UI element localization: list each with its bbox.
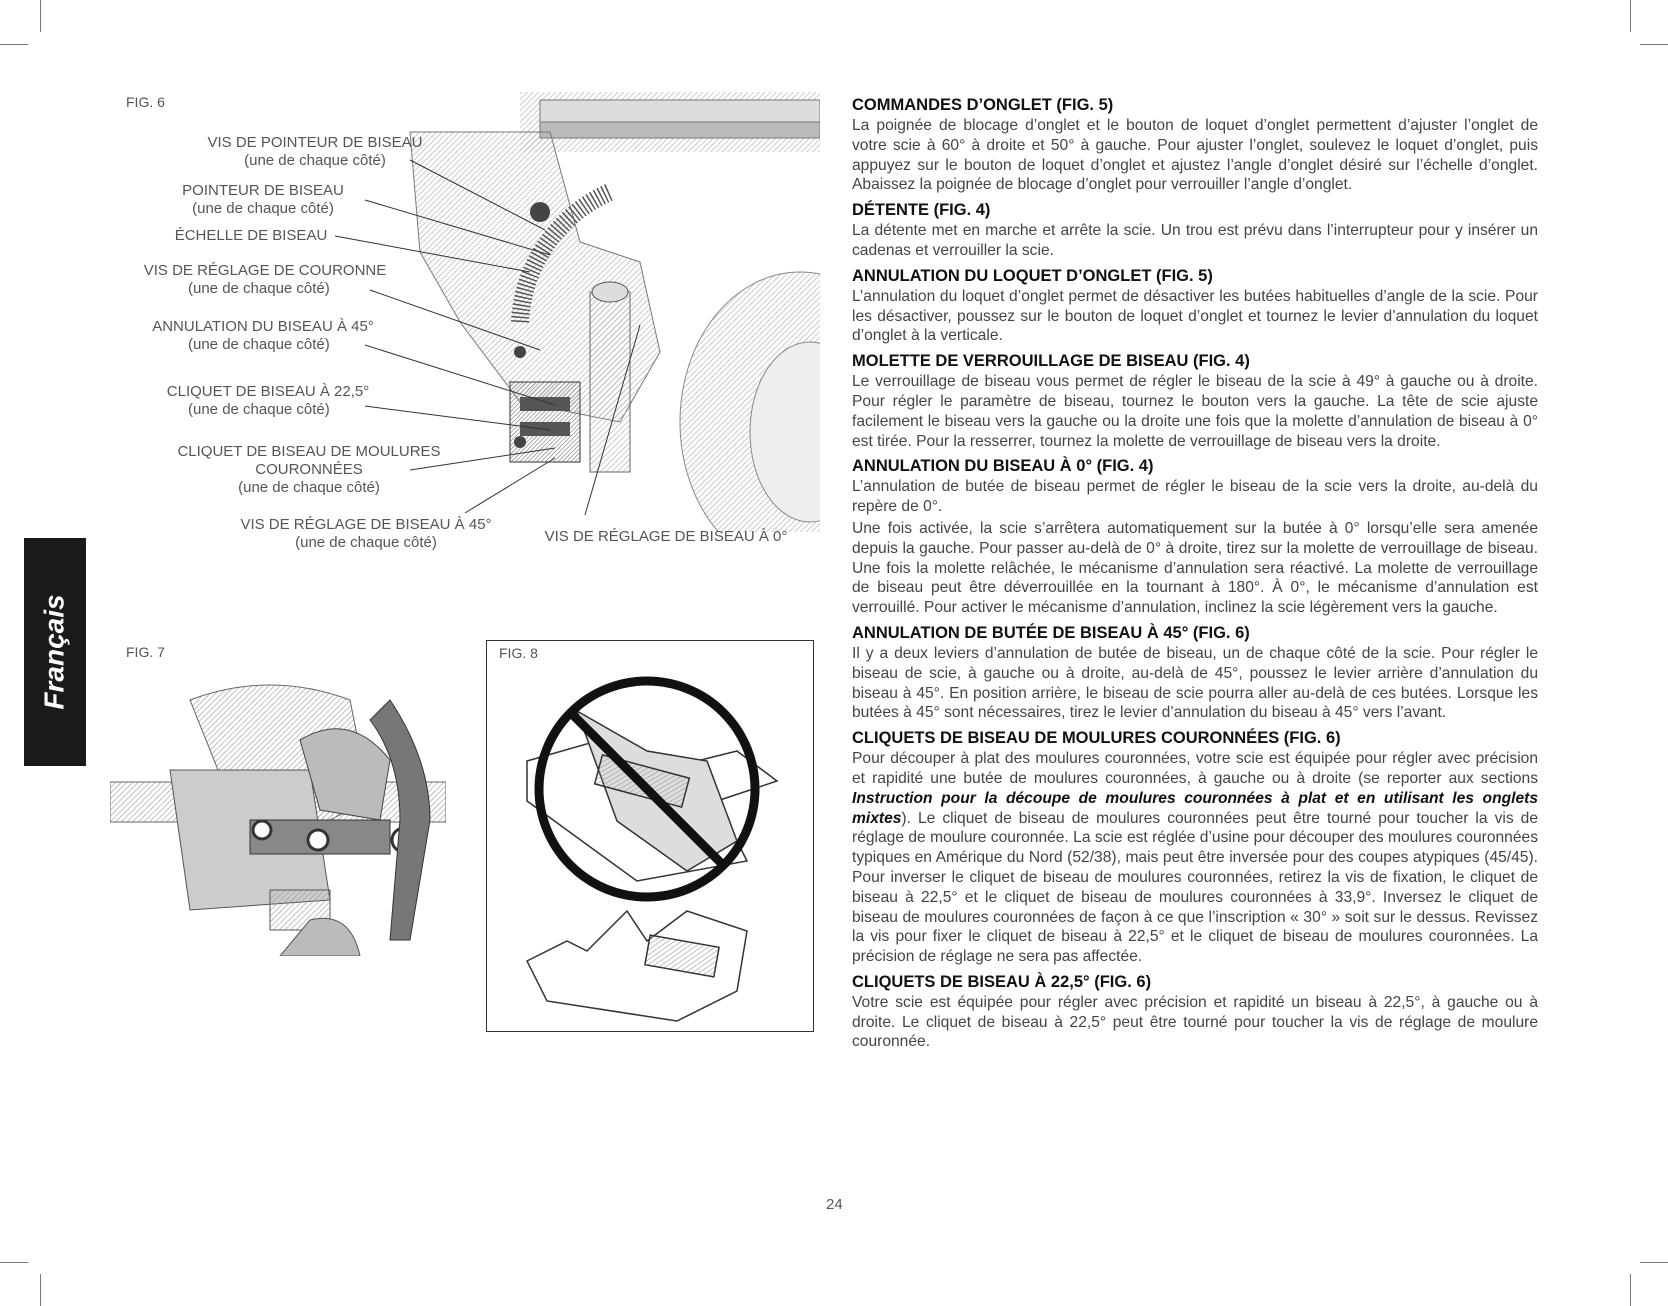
callout-vis-pointeur <box>200 134 430 170</box>
callout-cliquet-moulures <box>174 443 444 497</box>
section-heading: CLIQUETS DE BISEAU DE MOULURES COURONNÉES (FIG. 6) <box>852 729 1341 748</box>
callout-text: (une de chaque côté) <box>188 401 330 418</box>
section-paragraph: L’annulation de butée de biseau permet de régler le biseau de la scie vers la droite, au-delà du repère de 0°. <box>852 478 1538 516</box>
paragraph-text: Pour découper à plat des moulures couronnées, votre scie est équipée pour régler avec précision et rapidité une butée de moulures couronnées, à gauche ou à droite (se reporter aux sections <box>852 750 1538 787</box>
callout-annulation-45 <box>148 318 378 354</box>
section-heading: CLIQUETS DE BISEAU À 22,5° (FIG. 6) <box>852 972 1152 991</box>
crop-mark <box>1640 1262 1668 1263</box>
callout-vis-reglage-45 <box>236 516 496 552</box>
callout-text: (une de chaque côté) <box>238 479 380 496</box>
callout-echelle <box>166 227 336 245</box>
callout-text: ANNULATION DU BISEAU À 45° <box>152 318 374 335</box>
crop-mark <box>0 1262 28 1263</box>
callout-text: (une de chaque côté) <box>188 336 330 353</box>
language-tab <box>24 538 86 766</box>
section-paragraph: Il y a deux leviers d’annulation de butée de biseau, un de chaque côté de la scie. Pour régler le biseau de scie, à gauche ou à droite, au-delà de 45°, poussez le levier arrière d’annulation du biseau à 45°. En position arrière, le biseau de scie pourra aller au-delà de ces butées. Lorsque les butées à 45° sont nécessaires, tirez le levier d’annulation du biseau à 45° vers l’avant. <box>852 644 1538 722</box>
callout-cliquet-225 <box>158 383 378 419</box>
callout-text: VIS DE RÉGLAGE DE BISEAU À 45° <box>240 516 492 533</box>
callout-text: VIS DE RÉGLAGE DE COURONNE <box>143 262 387 279</box>
callout-text: CLIQUET DE BISEAU À 22,5° <box>166 383 370 400</box>
page-number: 24 <box>826 1196 843 1213</box>
section-heading: COMMANDES D’ONGLET (FIG. 5) <box>852 96 1114 114</box>
section-heading: DÉTENTE (FIG. 4) <box>852 201 991 220</box>
callout-vis-reglage-0 <box>536 528 796 546</box>
fig8-illustration <box>487 641 813 1031</box>
crop-mark <box>1640 44 1668 45</box>
crop-mark <box>40 1274 41 1306</box>
callout-text: (une de chaque côté) <box>244 152 386 169</box>
fig6-label: FIG. 6 <box>126 94 165 110</box>
callout-text: VIS DE RÉGLAGE DE BISEAU À 0° <box>544 528 788 545</box>
instructions-column <box>852 90 1538 1052</box>
section-heading: ANNULATION DU BISEAU À 0° (FIG. 4) <box>852 457 1154 476</box>
callout-text: POINTEUR DE BISEAU <box>182 182 344 199</box>
crop-mark <box>1630 0 1631 32</box>
language-tab-label: Français <box>39 594 71 710</box>
section-heading: ANNULATION DU LOQUET D’ONGLET (FIG. 5) <box>852 266 1213 285</box>
section-paragraph: La détente met en marche et arrête la scie. Un trou est prévu dans l’interrupteur pour y insérer un cadenas et verrouiller la scie. <box>852 222 1538 259</box>
paragraph-text: ). Le cliquet de biseau de moulures couronnées peut être tourné pour toucher la vis de réglage de moulure couronnée. La scie est réglée d’usine pour découper des moulures couronnées typiques en Amérique du Nord (52/38), mais peut être inversée pour des coupes atypiques (45/45). Pour inverser le cliquet de biseau de moulures couronnées, retirez la vis de fixation, le cliquet de biseau à 22,5° et le cliquet de biseau de moulures couronnées à 33,9°. Inversez le cliquet de biseau de moulures couronnées de façon à ce que l’inscription « 30° » soit sur le dessus. Revissez la vis pour fixer le cliquet de biseau à 22,5° et le cliquet de biseau de moulures couronnées. La précision de réglage ne sera pas affectée. <box>852 809 1538 966</box>
section-heading: MOLETTE DE VERROUILLAGE DE BISEAU (FIG. 4) <box>852 352 1250 371</box>
crop-mark <box>1630 1274 1631 1306</box>
cross-reference-emphasis: Instruction pour la découpe de moulures couronnées à plat et en utilisant les onglets mixtes <box>852 789 1538 827</box>
callout-text: (une de chaque côté) <box>192 200 334 217</box>
section-paragraph: Le verrouillage de biseau vous permet de régler le biseau de la scie à 49° à gauche ou à droite. Pour régler le paramètre de biseau, tournez le bouton vers la gauche. La tête de scie ajuste facilement le biseau vers la gauche ou la droite une fois que la molette d’annulation de biseau à 0° est tirée. Pour la resserrer, tournez la molette de verrouillage de biseau vers la droite. <box>852 373 1538 450</box>
fig7-illustration <box>110 680 446 956</box>
section-paragraph: Une fois activée, la scie s’arrêtera automatiquement sur la butée à 0° lorsqu’elle sera amenée depuis la gauche. Pour passer au-delà de 0° à droite, tirez sur la molette de verrouillage de biseau. Une fois la molette relâchée, le mécanisme d’annulation sera réactivé. La molette de verrouillage de biseau peut être déverrouillée en la tournant à 180°. À 0°, le mécanisme d’annulation est verrouillé. Pour activer le mécanisme d’annulation, inclinez la scie légèrement vers la gauche. <box>852 519 1538 617</box>
callout-text: (une de chaque côté) <box>295 534 437 551</box>
callout-text: (une de chaque côté) <box>188 280 330 297</box>
callout-pointeur <box>178 182 348 218</box>
fig8-label: FIG. 8 <box>499 645 538 661</box>
section-paragraph: L’annulation du loquet d’onglet permet de désactiver les butées habituelles d’angle de la scie. Pour les désactiver, poussez sur le bouton de loquet d’onglet et tournez le levier d’annulation du loquet d’onglet à la verticale. <box>852 287 1538 345</box>
callout-text: CLIQUET DE BISEAU DE MOULURES <box>177 443 441 460</box>
fig8-frame <box>486 640 814 1032</box>
callout-text: VIS DE POINTEUR DE BISEAU <box>207 134 423 151</box>
callout-text: ÉCHELLE DE BISEAU <box>174 227 328 244</box>
fig7-label: FIG. 7 <box>126 644 165 660</box>
section-paragraph: La poignée de blocage d’onglet et le bouton de loquet d’onglet permettent d’ajuster l’onglet de votre scie à 60° à droite et 50° à gauche. Pour ajuster l’onglet, soulevez le loquet d’onglet, puis appuyez sur le bouton de loquet d’onglet et ajustez l’angle d’onglet désiré sur l’échelle d’onglet. Abaissez la poignée de blocage d’onglet pour verrouiller l’angle d’onglet. <box>852 117 1538 194</box>
section-paragraph <box>852 749 1538 967</box>
section-paragraph: Votre scie est équipée pour régler avec précision et rapidité un biseau à 22,5°, à gauche ou à droite. Le cliquet de biseau à 22,5° peut être tourné pour toucher la vis de réglage de moulure couronnée. <box>852 993 1538 1051</box>
callout-text: COURONNÉES <box>255 461 363 478</box>
section-heading: ANNULATION DE BUTÉE DE BISEAU À 45° (FIG. 6) <box>852 623 1250 642</box>
callout-vis-couronne <box>140 262 390 298</box>
